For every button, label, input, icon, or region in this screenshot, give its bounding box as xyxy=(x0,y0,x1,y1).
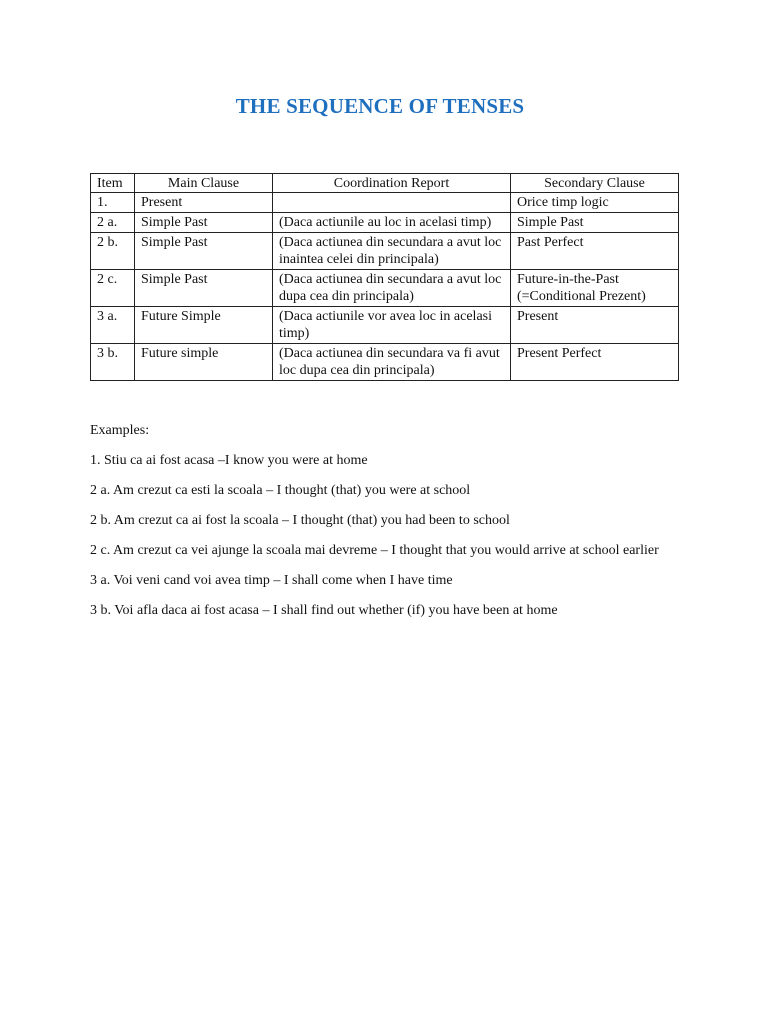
cell-item: 3 b. xyxy=(91,344,135,381)
cell-coordination-report: (Daca actiunile au loc in acelasi timp) xyxy=(273,213,511,233)
cell-coordination-report: (Daca actiunile vor avea loc in acelasi timp) xyxy=(273,307,511,344)
cell-secondary-clause: Future-in-the-Past (=Conditional Prezent) xyxy=(511,270,679,307)
table-row xyxy=(91,270,679,307)
cell-main-clause: Simple Past xyxy=(135,213,273,233)
cell-item: 2 b. xyxy=(91,233,135,270)
cell-coordination-report: (Daca actiunea din secundara a avut loc inaintea celei din principala) xyxy=(273,233,511,270)
cell-secondary-clause: Present Perfect xyxy=(511,344,679,381)
examples-section xyxy=(90,422,680,632)
cell-secondary-clause: Orice timp logic xyxy=(511,193,679,213)
cell-main-clause: Future Simple xyxy=(135,307,273,344)
table-row xyxy=(91,307,679,344)
example-item: 3 b. Voi afla daca ai fost acasa – I shall find out whether (if) you have been at home xyxy=(90,603,558,618)
cell-secondary-clause: Simple Past xyxy=(511,213,679,233)
table-row xyxy=(91,193,679,213)
cell-item: 2 a. xyxy=(91,213,135,233)
table-row xyxy=(91,344,679,381)
cell-item: 3 a. xyxy=(91,307,135,344)
cell-coordination-report xyxy=(273,193,511,213)
table-row xyxy=(91,233,679,270)
example-item: 2 c. Am crezut ca vei ajunge la scoala mai devreme – I thought that you would arrive at school earlier xyxy=(90,543,659,558)
example-item: 2 b. Am crezut ca ai fost la scoala – I thought (that) you had been to school xyxy=(90,513,510,528)
cell-main-clause: Simple Past xyxy=(135,233,273,270)
table-header-row xyxy=(91,174,679,193)
table-row xyxy=(91,213,679,233)
example-item: 3 a. Voi veni cand voi avea timp – I shall come when I have time xyxy=(90,573,453,588)
header-main-clause: Main Clause xyxy=(135,174,273,193)
cell-coordination-report: (Daca actiunea din secundara a avut loc dupa cea din principala) xyxy=(273,270,511,307)
examples-heading: Examples: xyxy=(90,423,150,438)
cell-coordination-report: (Daca actiunea din secundara va fi avut loc dupa cea din principala) xyxy=(273,344,511,381)
cell-item: 1. xyxy=(91,193,135,213)
example-item: 2 a. Am crezut ca esti la scoala – I thought (that) you were at school xyxy=(90,483,471,498)
example-item: 1. Stiu ca ai fost acasa –I know you were at home xyxy=(90,453,368,468)
header-coordination-report: Coordination Report xyxy=(273,174,511,193)
tenses-table xyxy=(90,173,679,381)
header-item: Item xyxy=(91,174,135,193)
header-secondary-clause: Secondary Clause xyxy=(511,174,679,193)
cell-main-clause: Simple Past xyxy=(135,270,273,307)
cell-main-clause: Present xyxy=(135,193,273,213)
cell-item: 2 c. xyxy=(91,270,135,307)
cell-main-clause: Future simple xyxy=(135,344,273,381)
cell-secondary-clause: Present xyxy=(511,307,679,344)
cell-secondary-clause: Past Perfect xyxy=(511,233,679,270)
page-title: THE SEQUENCE OF TENSES xyxy=(235,94,525,118)
